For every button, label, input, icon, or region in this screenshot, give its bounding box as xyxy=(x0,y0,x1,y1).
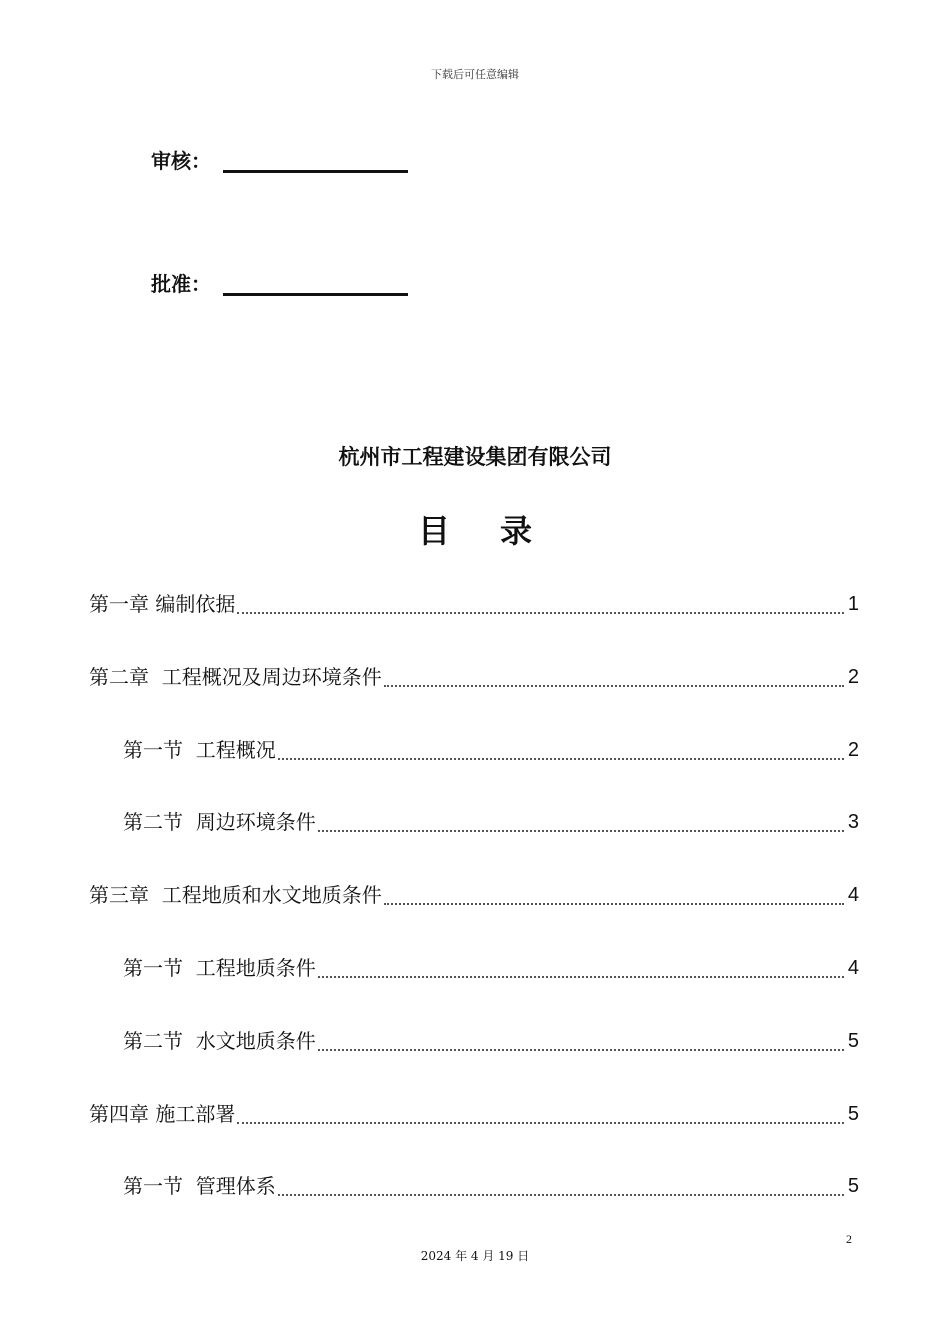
toc-leader-dots xyxy=(237,1098,844,1124)
toc-entry-page: 2 xyxy=(847,665,859,688)
toc-entry-page: 4 xyxy=(847,884,859,907)
toc-entry[interactable] xyxy=(89,952,859,1025)
review-signature-line xyxy=(223,146,408,173)
page-number: 2 xyxy=(846,1232,852,1246)
toc-entry-text: 第一节 管理体系 xyxy=(123,1174,276,1199)
approve-signature-line xyxy=(223,269,408,296)
toc-entry[interactable] xyxy=(89,879,859,952)
approve-signature-row xyxy=(151,269,408,298)
toc-entry-text: 第四章 施工部署 xyxy=(89,1101,236,1126)
toc-leader-dots xyxy=(237,588,844,614)
review-signature-row xyxy=(151,146,408,175)
toc-entry-text: 第一节 工程概况 xyxy=(123,737,276,762)
approve-label: 批准： xyxy=(151,272,211,296)
table-of-contents xyxy=(89,588,859,1243)
toc-entry-page: 4 xyxy=(847,956,859,979)
toc-entry-text: 第二节 水文地质条件 xyxy=(123,1028,316,1053)
toc-leader-dots xyxy=(384,879,844,905)
toc-entry-text: 第一章 编制依据 xyxy=(89,592,236,616)
toc-entry[interactable] xyxy=(89,588,859,661)
toc-entry-text: 第一节 工程地质条件 xyxy=(123,955,316,980)
toc-leader-dots xyxy=(318,806,844,832)
company-name: 杭州市工程建设集团有限公司 xyxy=(338,445,612,469)
toc-entry[interactable] xyxy=(89,1170,859,1243)
footer-date: 2024 年 4 月 19 日 xyxy=(420,1249,530,1263)
toc-entry-page: 2 xyxy=(847,738,859,761)
toc-leader-dots xyxy=(278,1170,844,1196)
toc-entry-page: 1 xyxy=(847,593,859,615)
toc-leader-dots xyxy=(318,952,844,978)
review-label: 审核： xyxy=(151,149,211,173)
toc-entry-page: 5 xyxy=(847,1029,859,1052)
toc-entry[interactable] xyxy=(89,734,859,807)
toc-leader-dots xyxy=(278,734,844,760)
toc-entry-page: 5 xyxy=(847,1102,859,1125)
toc-leader-dots xyxy=(318,1025,844,1051)
toc-entry-text: 第三章 工程地质和水文地质条件 xyxy=(89,883,382,908)
toc-entry-text: 第二章 工程概况及周边环境条件 xyxy=(89,664,382,689)
header-note: 下载后可任意编辑 xyxy=(431,68,519,81)
toc-entry-text: 第二节 周边环境条件 xyxy=(123,810,316,835)
toc-entry[interactable] xyxy=(89,661,859,734)
toc-entry-page: 5 xyxy=(847,1175,859,1198)
toc-leader-dots xyxy=(384,661,844,687)
toc-entry[interactable] xyxy=(89,806,859,879)
toc-title: 目录 xyxy=(417,512,582,550)
toc-entry[interactable] xyxy=(89,1098,859,1171)
toc-entry[interactable] xyxy=(89,1025,859,1098)
toc-entry-page: 3 xyxy=(847,811,859,834)
